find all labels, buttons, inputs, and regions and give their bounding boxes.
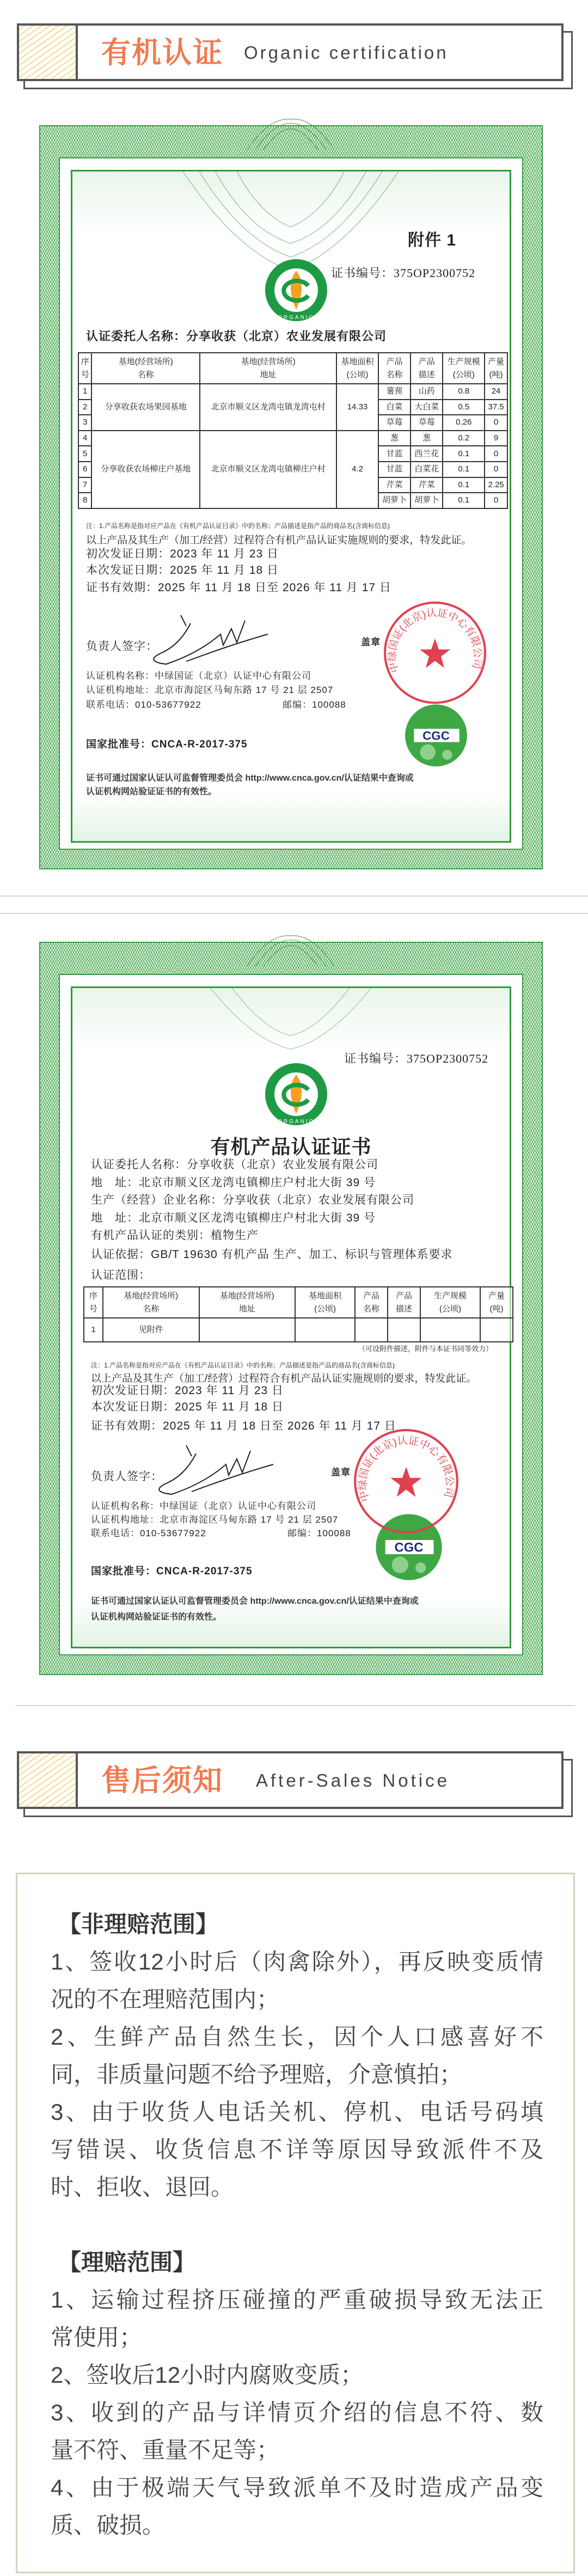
cell-no: 2 xyxy=(78,400,91,415)
stamp-label: 盖章 xyxy=(331,1467,351,1477)
cell-no: 5 xyxy=(78,446,91,462)
verification-note-2: 认证机构网站验证证书的有效性。 xyxy=(91,1612,222,1622)
svg-text:ORGANIC: ORGANIC xyxy=(278,315,315,321)
approval-number: 国家批准号：CNCA-R-2017-375 xyxy=(91,1566,253,1577)
notice-line: 量不符、重量不足等； xyxy=(51,2437,280,2463)
section-subtitle: Organic certification xyxy=(244,42,449,63)
column-header: 产量 (吨) xyxy=(485,353,507,384)
approval-number: 国家批准号：CNCA-R-2017-375 xyxy=(86,739,248,750)
cell-base-area: 14.33 xyxy=(336,384,378,431)
cell-scale: 0.8 xyxy=(443,384,485,400)
notice-line: 同，非质量问题不给予理赔，介意慎拍； xyxy=(51,2062,463,2087)
column-header: 基地(经营场所) 名称 xyxy=(103,1287,199,1318)
signature-label: 负责人签字： xyxy=(91,1470,163,1483)
cell-scale: 0.1 xyxy=(443,477,485,493)
hatch-decoration xyxy=(19,26,78,79)
signature-icon xyxy=(148,610,279,670)
client-name: 认证委托人名称：分享收获（北京）农业发展有限公司 xyxy=(86,329,387,343)
notice-line: 况的不在理赔范围内； xyxy=(51,1986,280,2012)
cell-no: 4 xyxy=(78,431,91,446)
column-header: 基地面积 (公顷) xyxy=(295,1287,355,1318)
red-seal-icon xyxy=(383,600,487,705)
table-header-row xyxy=(84,1287,513,1318)
cell-base-area: 4.2 xyxy=(336,431,378,508)
statement: 以上产品及其生产（加工/经营）过程符合有机产品认证实施规则的要求，特发此证。 xyxy=(86,535,472,546)
notice-line: 写错误、收货信息不详等原因导致派件不及 xyxy=(51,2137,543,2162)
header-box xyxy=(17,1751,564,1809)
svg-text:ORGANIC: ORGANIC xyxy=(278,1119,315,1125)
column-header: 基地(经营场所) 地址 xyxy=(199,1287,296,1318)
certification-scope-label: 认证范围： xyxy=(91,1269,151,1281)
certificate-title: 有机产品认证证书 xyxy=(210,1136,372,1158)
certification-scope-table xyxy=(83,1286,513,1342)
svg-text:CGC: CGC xyxy=(422,729,450,743)
verification-note-1: 证书可通过国家认证认可监督管理委员会 http://www.cnca.gov.cn/认证结果中查询或 xyxy=(86,774,414,783)
this-issue-date: 本次发证日期：2025 年 11 月 18 日 xyxy=(91,1401,284,1413)
cell-product: 胡萝卜 xyxy=(378,493,411,508)
notice-line: 质、破损。 xyxy=(51,2512,166,2538)
column-header: 生产规模 (公顷) xyxy=(443,353,485,384)
org-address: 认证机构地址：北京市海淀区马甸东路 17 号 21 层 2507 xyxy=(91,1514,339,1525)
cell-product: 白菜 xyxy=(378,400,411,415)
cell-base-address: 北京市顺义区龙湾屯镇柳庄户村 xyxy=(200,431,336,508)
client-address: 地 址：北京市顺义区龙湾屯镇柳庄户村北大街 39 号 xyxy=(91,1176,376,1189)
first-issue-date: 初次发证日期：2023 年 11 月 23 日 xyxy=(91,1384,284,1397)
cell-scale: 0.1 xyxy=(443,493,485,508)
certification-scope-table xyxy=(78,352,508,509)
column-header: 产品 描述 xyxy=(388,1287,420,1318)
cell-scale: 0.1 xyxy=(443,446,485,462)
notice-line: 常使用； xyxy=(51,2324,143,2350)
after-sales-notice-box xyxy=(16,1873,575,2573)
column-header: 序 号 xyxy=(84,1287,103,1318)
cell-scale: 0.5 xyxy=(443,400,485,415)
cell-output: 0 xyxy=(485,493,507,508)
section-subtitle: After-Sales Notice xyxy=(256,1770,450,1790)
signature-label: 负责人签字： xyxy=(86,640,158,653)
svg-text:中绿国证(北京)认证中心有限公司: 中绿国证(北京)认证中心有限公司 xyxy=(357,1434,456,1503)
table-row xyxy=(84,1318,513,1342)
certificate-main-image xyxy=(39,934,543,1685)
column-header: 基地面积 (公顷) xyxy=(336,353,378,384)
red-seal-icon xyxy=(353,1428,460,1535)
footnote: 注：1.产品名称是指对应产品在《有机产品认证目录》中的名称；产品描述是指产品的商品名(含商标信息) xyxy=(91,1361,395,1369)
notice-line: 1、签收12小时后（肉禽除外），再反映变质情 xyxy=(51,1949,543,1974)
section-title: 有机认证 xyxy=(101,36,223,69)
cell-output: 0 xyxy=(485,462,507,477)
notice-line: 3、收到的产品与详情页介绍的信息不符、数 xyxy=(51,2400,543,2425)
cell-desc: 葱 xyxy=(411,431,443,446)
cell-product: 甘蓝 xyxy=(378,462,411,477)
cell-output: 37.5 xyxy=(485,400,507,415)
cell-no: 8 xyxy=(78,493,91,508)
cell-output: 9 xyxy=(485,431,507,446)
this-issue-date: 本次发证日期：2025 年 11 月 18 日 xyxy=(86,564,279,576)
organic-logo-icon xyxy=(264,1062,329,1127)
certificate-attachment-image xyxy=(39,117,543,879)
divider xyxy=(15,1705,575,1706)
org-postcode: 邮编：100088 xyxy=(287,1528,351,1538)
notice-line: 时、拒收、退回。 xyxy=(51,2174,234,2200)
section-header-organic xyxy=(0,23,588,91)
org-postcode: 邮编：100088 xyxy=(283,700,346,710)
column-header: 产品 名称 xyxy=(355,1287,388,1318)
cell-no: 1 xyxy=(84,1318,103,1342)
top-ornament-icon xyxy=(242,934,340,966)
validity-period: 证书有效期：2025 年 11 月 18 日至 2026 年 11 月 17 日 xyxy=(91,1420,396,1432)
notice-line: 1、运输过程挤压碰撞的严重破损导致无法正 xyxy=(51,2287,543,2313)
producer-name: 生产（经营）企业名称：分享收获（北京）农业发展有限公司 xyxy=(91,1194,414,1206)
cell-no: 3 xyxy=(78,415,91,431)
cell-no: 6 xyxy=(78,462,91,477)
producer-address: 地 址：北京市顺义区龙湾屯镇柳庄户村北大街 39 号 xyxy=(91,1212,376,1224)
org-name: 认证机构名称：中绿国证（北京）认证中心有限公司 xyxy=(86,671,311,681)
cell-desc: 西兰花 xyxy=(411,446,443,462)
cell-scale: 0.2 xyxy=(443,431,485,446)
cell-scale: 0.1 xyxy=(443,462,485,477)
org-phone: 联系电话：010-53677922 xyxy=(91,1528,206,1538)
cell-desc: 白菜花 xyxy=(411,462,443,477)
stamp-label: 盖章 xyxy=(361,637,381,647)
cell-product: 薯蓣 xyxy=(378,384,411,400)
cell-base-name: 分享收获农场果园基地 xyxy=(91,384,200,431)
client-name: 认证委托人名称：分享收获（北京）农业发展有限公司 xyxy=(91,1158,378,1171)
verification-note-2: 认证机构网站验证证书的有效性。 xyxy=(86,787,217,796)
cell-no: 1 xyxy=(78,384,91,400)
column-header: 生产规模 (公顷) xyxy=(420,1287,480,1318)
cell-desc: 山药 xyxy=(411,384,443,400)
cell-desc: 草莓 xyxy=(411,415,443,431)
notice-line: 2、签收后12小时内腐败变质； xyxy=(51,2362,364,2388)
certification-basis: 认证依据：GB/T 19630 有机产品 生产、加工、标识与管理体系要求 xyxy=(91,1248,453,1261)
top-ornament-icon xyxy=(242,117,340,150)
cgc-logo-icon xyxy=(403,702,469,769)
cell-product: 草莓 xyxy=(378,415,411,431)
cell-output: 0 xyxy=(485,446,507,462)
cell-product: 甘蓝 xyxy=(378,446,411,462)
divider xyxy=(0,896,588,897)
column-header: 基地(经营场所) 名称 xyxy=(91,353,200,384)
org-address: 认证机构地址：北京市海淀区马甸东路 17 号 21 层 2507 xyxy=(86,685,334,695)
notice-line: 3、由于收货人电话关机、停机、电话号码填 xyxy=(51,2099,543,2125)
certification-category: 有机产品认证的类别：植物生产 xyxy=(91,1229,259,1242)
section-header-aftersales xyxy=(0,1751,588,1819)
hatch-decoration xyxy=(19,1753,78,1807)
cell-product: 葱 xyxy=(378,431,411,446)
notice-heading: 【理赔范围】 xyxy=(58,2249,196,2275)
statement: 以上产品及其生产（加工/经营）过程符合有机产品认证实施规则的要求，特发此证。 xyxy=(91,1373,477,1384)
first-issue-date: 初次发证日期：2023 年 11 月 23 日 xyxy=(86,548,279,560)
section-title: 售后须知 xyxy=(101,1764,223,1797)
certificate-number: 证书编号：375OP2300752 xyxy=(344,1052,489,1065)
svg-text:CGC: CGC xyxy=(394,1540,424,1555)
column-header: 产品 描述 xyxy=(411,353,443,384)
cell-output: 24 xyxy=(485,384,507,400)
attachment-note: （可设附件描述，附件与本证书同等效力） xyxy=(358,1345,493,1353)
header-box xyxy=(17,23,564,81)
table-row xyxy=(78,431,507,446)
notice-line: 2、生鲜产品自然生长，因个人口感喜好不 xyxy=(51,2024,543,2050)
verification-note-1: 证书可通过国家认证认可监督管理委员会 http://www.cnca.gov.cn/认证结果中查询或 xyxy=(91,1597,419,1606)
column-header: 序 号 xyxy=(78,353,91,384)
notice-heading: 【非理赔范围】 xyxy=(58,1911,219,1937)
validity-period: 证书有效期：2025 年 11 月 18 日至 2026 年 11 月 17 日 xyxy=(86,581,391,594)
cell-desc: 大白菜 xyxy=(411,400,443,415)
notice-line: 4、由于极端天气导致派单不及时造成产品变 xyxy=(51,2475,543,2500)
attachment-label: 附件 1 xyxy=(408,231,457,249)
cell-product: 芹菜 xyxy=(378,477,411,493)
cell-base-name: 见附件 xyxy=(103,1318,199,1342)
cell-desc: 芹菜 xyxy=(411,477,443,493)
table-header-row xyxy=(78,353,507,384)
signature-icon xyxy=(154,1440,284,1500)
certificate-number: 证书编号：375OP2300752 xyxy=(331,266,476,280)
table-row xyxy=(78,384,507,400)
org-name: 认证机构名称：中绿国证（北京）认证中心有限公司 xyxy=(91,1501,316,1511)
cell-scale: 0.26 xyxy=(443,415,485,431)
cell-output: 0 xyxy=(485,415,507,431)
cell-base-name: 分享收获农场柳庄户基地 xyxy=(91,431,200,508)
svg-text:中绿国证(北京)认证中心有限公司: 中绿国证(北京)认证中心有限公司 xyxy=(387,607,483,674)
column-header: 产品 名称 xyxy=(378,353,411,384)
cell-desc: 胡萝卜 xyxy=(411,493,443,508)
cell-no: 7 xyxy=(78,477,91,493)
column-header: 基地(经营场所) 地址 xyxy=(200,353,336,384)
cell-output: 2.25 xyxy=(485,477,507,493)
org-phone: 联系电话：010-53677922 xyxy=(86,700,201,710)
cell-base-address: 北京市顺义区龙湾屯镇龙湾屯村 xyxy=(200,384,336,431)
organic-logo-icon xyxy=(264,257,329,323)
footnote: 注：1.产品名称是指对应产品在《有机产品认证目录》中的名称；产品描述是指产品的商品名(含商标信息) xyxy=(86,522,390,530)
guilloche-rosette-icon xyxy=(209,986,372,1052)
column-header: 产量 (吨) xyxy=(480,1287,513,1318)
divider xyxy=(0,913,588,914)
